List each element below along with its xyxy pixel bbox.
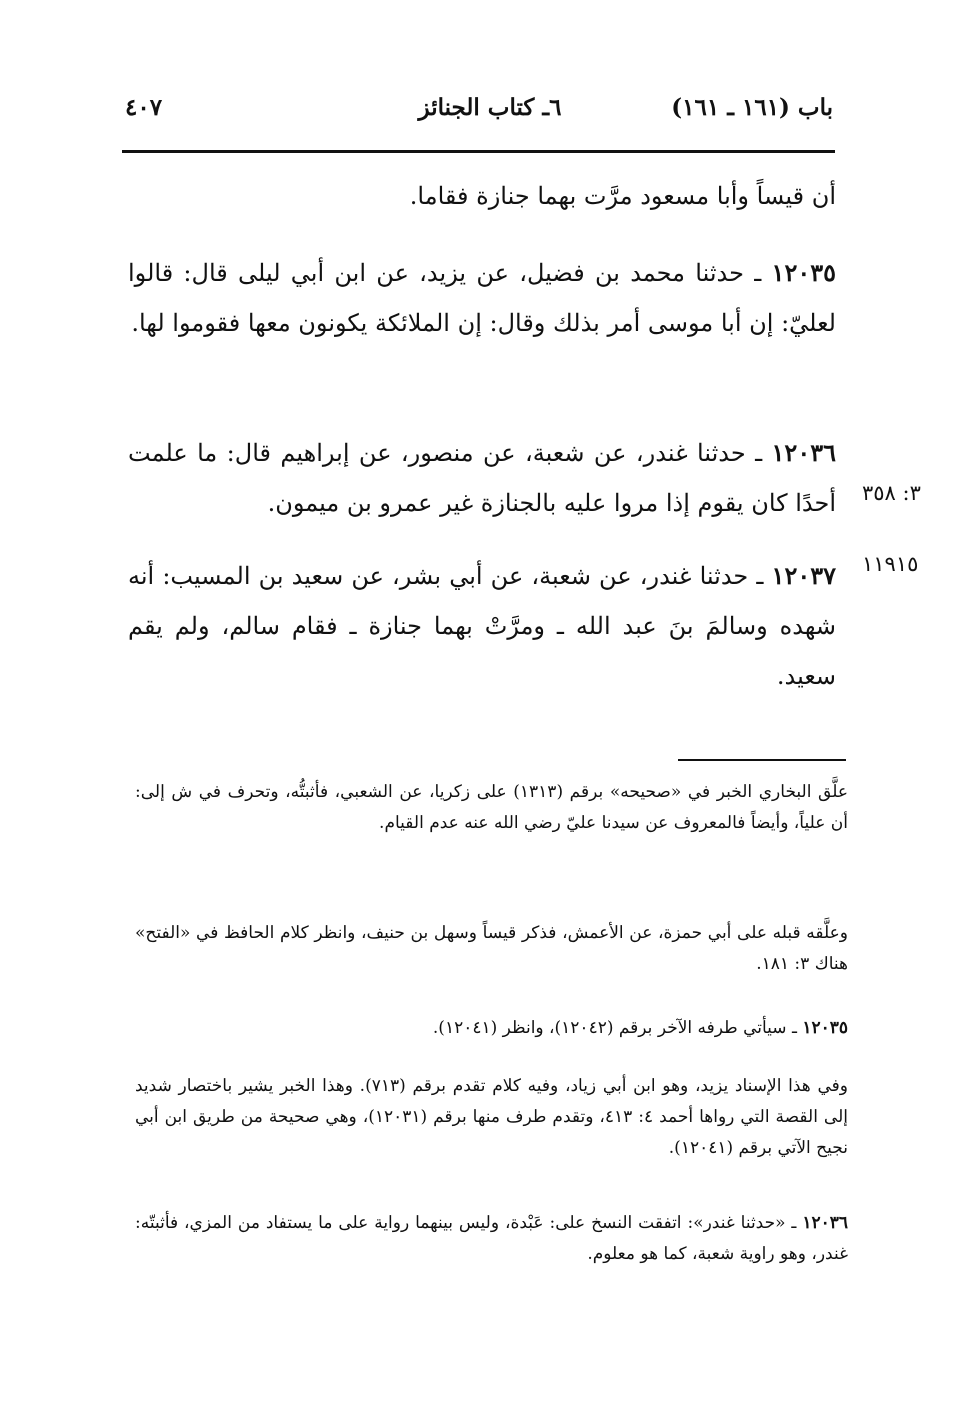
footnote: وعلَّقه قبله على أبي حمزة، عن الأعمش، فذكر قيساً وسهل بن حنيف، وانظر كلام الحافظ في «الفتح» هناك ٣: ١٨١.	[135, 923, 848, 974]
hadith-12037	[128, 551, 836, 701]
footnote: علَّق البخاري الخبر في «صحيحه» برقم (١٣١٣) على زكريا، عن الشعبي، فأثبتُّه، وتحرف في ش إلى: أن علياً، وأيضاً فالمعروف عن سيدنا عليّ رضي الله عنه عدم القيام.	[135, 782, 849, 833]
margin-reference: ١١٩١٥	[862, 552, 919, 576]
margin-reference: ٣: ٣٥٨	[862, 481, 921, 505]
footnote	[135, 1013, 848, 1044]
footnote-text: ـ «حدثنا غندر»: اتفقت النسخ على: عَبْدة، وليس بينهما رواية على ما يستفاد من المزي، فأثبتّه: غندر، وهو راوية شعبة، كما هو معلوم.	[135, 1213, 848, 1264]
hadith-text: ـ حدثنا غندر، عن شعبة، عن أبي بشر، عن سعيد بن المسيب: أنه شهده وسالمَ بنَ عبد الله ـ ومرَّتْ بهما جنازة ـ فقام سالم، ولم يقم سعيد.	[128, 562, 836, 690]
footnote-text: ـ سيأتي طرفه الآخر برقم (١٢٠٤٢)، وانظر (١٢٠٤١).	[432, 1018, 797, 1038]
hadith-number: ١٢٠٣٥	[771, 258, 836, 287]
continuation-text: أن قيساً وأبا مسعود مرَّت بهما جنازة فقاما.	[409, 182, 836, 210]
footnote-number: ١٢٠٣٥	[802, 1018, 848, 1038]
hadith-text: ـ حدثنا محمد بن فضيل، عن يزيد، عن ابن أبي ليلى قال: قالوا لعليّ: إن أبا موسى أمر بذلك وقال: إن الملائكة يكونون معها فقوموا لها.	[128, 259, 836, 337]
footnote-rule	[678, 759, 846, 761]
chapter-heading: باب (١٦١ ـ ١٦١)	[671, 94, 833, 121]
header-rule	[122, 150, 835, 153]
footnote-number: ١٢٠٣٦	[802, 1213, 848, 1233]
footnote: وفي هذا الإسناد يزيد، وهو ابن أبي زياد، وفيه كلام تقدم برقم (٧١٣). وهذا الخبر يشير باختصار شديد إلى القصة التي رواها أحمد ٤: ٤١٣، وتقدم طرف منها برقم (١٢٠٣١)، وهي صحيحة من طريق ابن أبي نجيح الآتي برقم (١٢٠٤١).	[135, 1076, 848, 1158]
hadith-number: ١٢٠٣٧	[771, 561, 836, 590]
page-number: ٤٠٧	[125, 94, 163, 121]
hadith-text: ـ حدثنا غندر، عن شعبة، عن منصور، عن إبراهيم قال: ما علمت أحدًا كان يقوم إذا مروا عليه بالجنازة غير عمرو بن ميمون.	[128, 439, 836, 517]
hadith-number: ١٢٠٣٦	[771, 438, 836, 467]
book-title: ٦ـ كتاب الجنائز	[418, 94, 562, 121]
hadith-12035	[128, 248, 836, 348]
footnote	[135, 1208, 848, 1270]
hadith-12036	[128, 428, 836, 528]
